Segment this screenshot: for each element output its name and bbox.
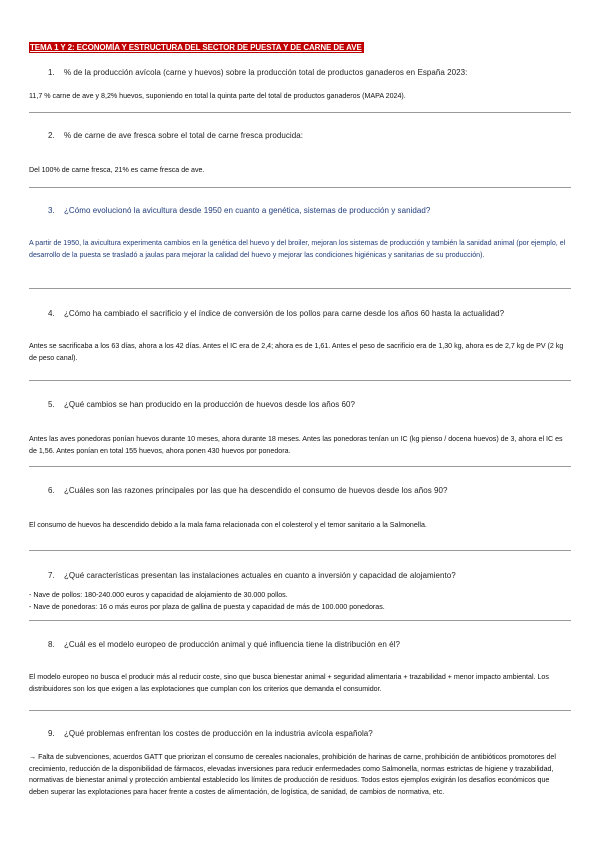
answer-line <box>29 550 571 551</box>
answer-line <box>29 466 571 467</box>
question-text: ¿Cuáles son las razones principales por las que ha descendido el consumo de huevos desde los años 90? <box>64 486 448 495</box>
answer-text: El modelo europeo no busca el producir más al reducir coste, sino que busca bienestar animal + seguridad alimentaria + trazabilidad + menor impacto ambiental. Los distribuidores son los que exigen a las explotaciones que cumplan con los criterios que demanda el consumidor. <box>29 673 549 693</box>
answer-4 <box>29 341 571 364</box>
answer-1 <box>29 91 571 103</box>
answer-2 <box>29 165 571 177</box>
question-number: 6. <box>48 486 55 495</box>
answer-line <box>29 380 571 381</box>
answer-line <box>29 112 571 113</box>
question-number: 5. <box>48 400 55 409</box>
question-2 <box>48 131 303 140</box>
answer-line <box>29 620 571 621</box>
question-text: % de la producción avícola (carne y huevos) sobre la producción total de productos ganaderos en España 2023: <box>64 68 468 77</box>
answer-text: Antes las aves ponedoras ponían huevos durante 10 meses, ahora durante 18 meses. Antes las ponedoras tenían un IC (kg pienso / docena huevos) de 3, ahora el IC es de 1,56. Antes ponían en total 155 huevos, ahora ponen 430 huevos por ponedora. <box>29 435 563 455</box>
answer-text: 11,7 % carne de ave y 8,2% huevos, suponiendo en total la quinta parte del total de productos ganaderos (MAPA 2024). <box>29 92 406 100</box>
answer-7 <box>29 590 571 613</box>
question-text: ¿Qué características presentan las instalaciones actuales en cuanto a inversión y capacidad de alojamiento? <box>64 571 456 580</box>
answer-text: - Nave de ponedoras: 16 o más euros por plaza de gallina de puesta y capacidad de más de 100.000 ponedoras. <box>29 602 385 611</box>
answer-text: Antes se sacrificaba a los 63 días, ahora a los 42 días. Antes el IC era de 2,4; ahora es de 1,61. Antes el peso de sacrificio era de 1,30 kg, ahora es de 2,7 kg de PV (2 kg de peso canal). <box>29 342 564 362</box>
question-3 <box>48 206 430 215</box>
question-text: ¿Cuál es el modelo europeo de producción animal y qué influencia tiene la distribución en él? <box>64 640 400 649</box>
answer-line <box>29 710 571 711</box>
answer-text: → Falta de subvenciones, acuerdos GATT que priorizan el consumo de cereales nacionales, prohibición de harinas de carne, prohibición de antibióticos promotores del crecimiento, reducción de la disponibilidad de fármacos, elevadas inversiones para reducir enfermedades como Salmonella, normas estrictas de higiene y trazabilidad, normativas de bienestar animal y protección ambiental establecido los límites de producción de residuos. Todos estos ejemplos exigirán los desafíos económicos que deben superar las explotaciones para hacer frente a costes de alimentación, de logística, de sanidad, de cambios de normativa, etc. <box>29 753 556 796</box>
document-title: TEMA 1 Y 2: ECONOMÍA Y ESTRUCTURA DEL SECTOR DE PUESTA Y DE CARNE DE AVE <box>30 43 362 52</box>
question-number: 9. <box>48 729 55 738</box>
question-number: 1. <box>48 68 55 77</box>
answer-text: El consumo de huevos ha descendido debido a la mala fama relacionada con el colesterol y el temor sanitario a la Salmonella. <box>29 521 427 529</box>
question-number: 8. <box>48 640 55 649</box>
question-9 <box>48 729 373 738</box>
answer-5 <box>29 434 571 457</box>
question-5 <box>48 400 355 409</box>
answer-3 <box>29 238 571 261</box>
question-6 <box>48 486 448 495</box>
answer-8 <box>29 672 571 695</box>
question-text: ¿Qué problemas enfrentan los costes de producción en la industria avícola española? <box>64 729 373 738</box>
question-number: 7. <box>48 571 55 580</box>
question-text: ¿Qué cambios se han producido en la producción de huevos desde los años 60? <box>64 400 356 409</box>
question-text: % de carne de ave fresca sobre el total de carne fresca producida: <box>64 131 303 140</box>
question-4 <box>48 309 504 318</box>
question-7 <box>48 571 456 580</box>
question-text: ¿Cómo ha cambiado el sacrificio y el índice de conversión de los pollos para carne desde los años 60 hasta la actualidad? <box>64 309 505 318</box>
answer-line <box>29 187 571 188</box>
question-1 <box>48 68 467 77</box>
question-text: ¿Cómo evolucionó la avicultura desde 1950 en cuanto a genética, sistemas de producción y sanidad? <box>64 206 431 215</box>
question-8 <box>48 640 400 649</box>
answer-text: A partir de 1950, la avicultura experimenta cambios en la genética del huevo y del broiler, mejoran los sistemas de producción y también la sanidad animal (por ejemplo, el desarrollo de la puesta se trasladó a jaulas para mejorar la calidad del huevo y mejorar las condiciones higiénicas y sanitarias de su producción). <box>29 239 566 259</box>
answer-9 <box>29 752 571 798</box>
answer-6 <box>29 520 571 532</box>
question-number: 2. <box>48 131 55 140</box>
question-number: 4. <box>48 309 55 318</box>
answer-text: Del 100% de carne fresca, 21% es carne fresca de ave. <box>29 166 205 174</box>
answer-line <box>29 288 571 289</box>
question-number: 3. <box>48 206 55 215</box>
answer-text: - Nave de pollos: 180-240.000 euros y capacidad de alojamiento de 30.000 pollos. <box>29 591 288 599</box>
